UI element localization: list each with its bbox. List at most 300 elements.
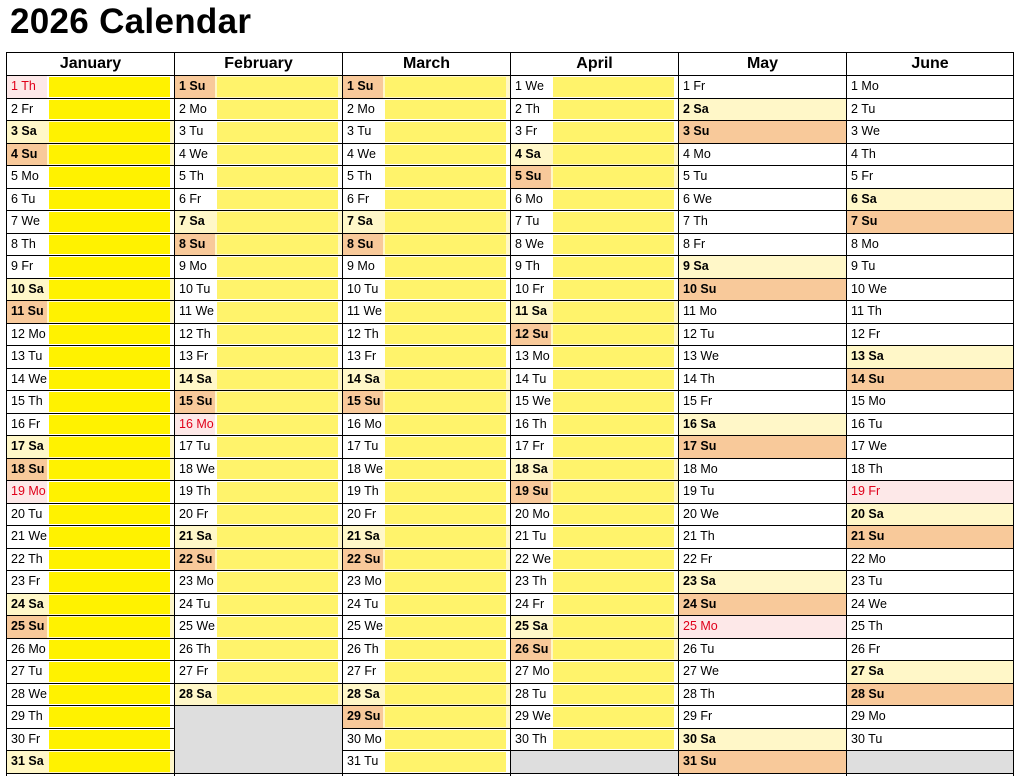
note-highlight[interactable]: [553, 572, 674, 592]
day-row[interactable]: [175, 369, 342, 392]
day-row[interactable]: [847, 684, 1013, 707]
note-highlight[interactable]: [217, 370, 338, 390]
note-highlight[interactable]: [385, 347, 506, 367]
day-row[interactable]: [343, 369, 510, 392]
day-row[interactable]: [7, 324, 174, 347]
day-row[interactable]: [175, 279, 342, 302]
note-highlight[interactable]: [553, 370, 674, 390]
day-row[interactable]: [679, 369, 846, 392]
note-highlight[interactable]: [385, 302, 506, 322]
day-row[interactable]: [511, 324, 678, 347]
day-row[interactable]: [7, 211, 174, 234]
note-highlight[interactable]: [553, 167, 674, 187]
day-row[interactable]: [511, 459, 678, 482]
day-row[interactable]: [175, 594, 342, 617]
day-row[interactable]: [847, 504, 1013, 527]
day-row[interactable]: [679, 729, 846, 752]
day-row[interactable]: [7, 369, 174, 392]
day-row[interactable]: [7, 189, 174, 212]
note-highlight[interactable]: [49, 415, 170, 435]
day-row[interactable]: [511, 481, 678, 504]
note-highlight[interactable]: [553, 662, 674, 682]
day-row[interactable]: [679, 594, 846, 617]
day-row[interactable]: [511, 346, 678, 369]
day-row[interactable]: [343, 234, 510, 257]
day-row[interactable]: [7, 234, 174, 257]
day-row[interactable]: [343, 189, 510, 212]
note-highlight[interactable]: [553, 347, 674, 367]
day-row[interactable]: [175, 234, 342, 257]
note-highlight[interactable]: [217, 392, 338, 412]
note-highlight[interactable]: [553, 527, 674, 547]
day-row[interactable]: [847, 729, 1013, 752]
day-row[interactable]: [343, 256, 510, 279]
day-row[interactable]: [847, 616, 1013, 639]
note-highlight[interactable]: [553, 685, 674, 705]
day-row[interactable]: [7, 346, 174, 369]
note-highlight[interactable]: [217, 505, 338, 525]
day-row[interactable]: [679, 279, 846, 302]
day-row[interactable]: [175, 301, 342, 324]
note-highlight[interactable]: [553, 550, 674, 570]
note-highlight[interactable]: [385, 212, 506, 232]
day-row[interactable]: [343, 436, 510, 459]
note-highlight[interactable]: [49, 145, 170, 165]
note-highlight[interactable]: [49, 257, 170, 277]
day-row[interactable]: [679, 504, 846, 527]
note-highlight[interactable]: [49, 662, 170, 682]
note-highlight[interactable]: [49, 482, 170, 502]
day-row[interactable]: [343, 526, 510, 549]
day-row[interactable]: [511, 211, 678, 234]
note-highlight[interactable]: [385, 482, 506, 502]
day-row[interactable]: [679, 324, 846, 347]
note-highlight[interactable]: [385, 77, 506, 97]
note-highlight[interactable]: [385, 167, 506, 187]
note-highlight[interactable]: [217, 212, 338, 232]
day-row[interactable]: [7, 256, 174, 279]
note-highlight[interactable]: [217, 347, 338, 367]
note-highlight[interactable]: [49, 685, 170, 705]
day-row[interactable]: [343, 616, 510, 639]
day-row[interactable]: [7, 301, 174, 324]
day-row[interactable]: [343, 99, 510, 122]
day-row[interactable]: [679, 301, 846, 324]
note-highlight[interactable]: [49, 325, 170, 345]
note-highlight[interactable]: [553, 190, 674, 210]
note-highlight[interactable]: [217, 77, 338, 97]
day-row[interactable]: [175, 616, 342, 639]
day-row[interactable]: [511, 549, 678, 572]
day-row[interactable]: [847, 211, 1013, 234]
day-row[interactable]: [511, 639, 678, 662]
note-highlight[interactable]: [217, 460, 338, 480]
day-row[interactable]: [7, 661, 174, 684]
day-row[interactable]: [175, 661, 342, 684]
note-highlight[interactable]: [49, 572, 170, 592]
note-highlight[interactable]: [553, 280, 674, 300]
note-highlight[interactable]: [49, 167, 170, 187]
note-highlight[interactable]: [553, 707, 674, 727]
day-row[interactable]: [847, 99, 1013, 122]
day-row[interactable]: [175, 526, 342, 549]
day-row[interactable]: [511, 256, 678, 279]
note-highlight[interactable]: [49, 550, 170, 570]
day-row[interactable]: [7, 706, 174, 729]
day-row[interactable]: [679, 121, 846, 144]
day-row[interactable]: [679, 234, 846, 257]
note-highlight[interactable]: [553, 415, 674, 435]
note-highlight[interactable]: [217, 482, 338, 502]
day-row[interactable]: [7, 99, 174, 122]
day-row[interactable]: [7, 684, 174, 707]
day-row[interactable]: [847, 459, 1013, 482]
note-highlight[interactable]: [553, 640, 674, 660]
day-row[interactable]: [343, 594, 510, 617]
note-highlight[interactable]: [217, 415, 338, 435]
note-highlight[interactable]: [385, 257, 506, 277]
day-row[interactable]: [679, 436, 846, 459]
day-row[interactable]: [7, 76, 174, 99]
day-row[interactable]: [847, 166, 1013, 189]
note-highlight[interactable]: [553, 77, 674, 97]
day-row[interactable]: [679, 459, 846, 482]
day-row[interactable]: [847, 436, 1013, 459]
day-row[interactable]: [679, 414, 846, 437]
day-row[interactable]: [343, 706, 510, 729]
note-highlight[interactable]: [385, 617, 506, 637]
note-highlight[interactable]: [553, 617, 674, 637]
note-highlight[interactable]: [385, 550, 506, 570]
day-row[interactable]: [511, 616, 678, 639]
day-row[interactable]: [511, 166, 678, 189]
note-highlight[interactable]: [385, 572, 506, 592]
day-row[interactable]: [511, 729, 678, 752]
note-highlight[interactable]: [385, 280, 506, 300]
note-highlight[interactable]: [217, 235, 338, 255]
day-row[interactable]: [511, 414, 678, 437]
note-highlight[interactable]: [49, 235, 170, 255]
day-row[interactable]: [679, 571, 846, 594]
day-row[interactable]: [175, 166, 342, 189]
day-row[interactable]: [679, 76, 846, 99]
day-row[interactable]: [847, 571, 1013, 594]
day-row[interactable]: [343, 279, 510, 302]
note-highlight[interactable]: [553, 145, 674, 165]
note-highlight[interactable]: [385, 662, 506, 682]
day-row[interactable]: [847, 144, 1013, 167]
note-highlight[interactable]: [553, 302, 674, 322]
note-highlight[interactable]: [385, 415, 506, 435]
day-row[interactable]: [511, 571, 678, 594]
day-row[interactable]: [175, 459, 342, 482]
day-row[interactable]: [679, 706, 846, 729]
day-row[interactable]: [679, 526, 846, 549]
note-highlight[interactable]: [217, 100, 338, 120]
note-highlight[interactable]: [385, 370, 506, 390]
day-row[interactable]: [511, 234, 678, 257]
note-highlight[interactable]: [49, 752, 170, 772]
day-row[interactable]: [343, 481, 510, 504]
day-row[interactable]: [343, 121, 510, 144]
note-highlight[interactable]: [553, 595, 674, 615]
day-row[interactable]: [175, 346, 342, 369]
day-row[interactable]: [343, 346, 510, 369]
day-row[interactable]: [679, 616, 846, 639]
note-highlight[interactable]: [385, 235, 506, 255]
day-row[interactable]: [7, 459, 174, 482]
day-row[interactable]: [847, 121, 1013, 144]
note-highlight[interactable]: [49, 302, 170, 322]
day-row[interactable]: [511, 279, 678, 302]
note-highlight[interactable]: [49, 392, 170, 412]
day-row[interactable]: [343, 324, 510, 347]
day-row[interactable]: [847, 526, 1013, 549]
day-row[interactable]: [175, 99, 342, 122]
day-row[interactable]: [847, 594, 1013, 617]
day-row[interactable]: [343, 301, 510, 324]
day-row[interactable]: [175, 436, 342, 459]
note-highlight[interactable]: [217, 550, 338, 570]
day-row[interactable]: [175, 211, 342, 234]
note-highlight[interactable]: [49, 100, 170, 120]
day-row[interactable]: [175, 549, 342, 572]
note-highlight[interactable]: [553, 325, 674, 345]
note-highlight[interactable]: [385, 325, 506, 345]
day-row[interactable]: [511, 369, 678, 392]
day-row[interactable]: [343, 211, 510, 234]
day-row[interactable]: [7, 616, 174, 639]
note-highlight[interactable]: [217, 257, 338, 277]
note-highlight[interactable]: [217, 437, 338, 457]
day-row[interactable]: [511, 391, 678, 414]
note-highlight[interactable]: [385, 437, 506, 457]
note-highlight[interactable]: [553, 212, 674, 232]
note-highlight[interactable]: [49, 595, 170, 615]
day-row[interactable]: [511, 436, 678, 459]
day-row[interactable]: [175, 504, 342, 527]
day-row[interactable]: [679, 346, 846, 369]
day-row[interactable]: [343, 414, 510, 437]
day-row[interactable]: [511, 121, 678, 144]
day-row[interactable]: [511, 144, 678, 167]
note-highlight[interactable]: [217, 302, 338, 322]
day-row[interactable]: [511, 189, 678, 212]
day-row[interactable]: [175, 481, 342, 504]
day-row[interactable]: [847, 706, 1013, 729]
day-row[interactable]: [175, 571, 342, 594]
day-row[interactable]: [7, 279, 174, 302]
note-highlight[interactable]: [49, 527, 170, 547]
day-row[interactable]: [7, 144, 174, 167]
note-highlight[interactable]: [385, 100, 506, 120]
day-row[interactable]: [847, 481, 1013, 504]
day-row[interactable]: [7, 526, 174, 549]
day-row[interactable]: [343, 166, 510, 189]
note-highlight[interactable]: [49, 505, 170, 525]
day-row[interactable]: [7, 571, 174, 594]
note-highlight[interactable]: [385, 527, 506, 547]
note-highlight[interactable]: [553, 257, 674, 277]
day-row[interactable]: [511, 99, 678, 122]
day-row[interactable]: [343, 684, 510, 707]
day-row[interactable]: [343, 549, 510, 572]
day-row[interactable]: [175, 121, 342, 144]
note-highlight[interactable]: [385, 145, 506, 165]
day-row[interactable]: [7, 639, 174, 662]
note-highlight[interactable]: [217, 572, 338, 592]
day-row[interactable]: [511, 504, 678, 527]
note-highlight[interactable]: [385, 640, 506, 660]
note-highlight[interactable]: [385, 460, 506, 480]
note-highlight[interactable]: [553, 122, 674, 142]
note-highlight[interactable]: [385, 685, 506, 705]
note-highlight[interactable]: [49, 437, 170, 457]
day-row[interactable]: [175, 144, 342, 167]
day-row[interactable]: [847, 369, 1013, 392]
note-highlight[interactable]: [553, 392, 674, 412]
day-row[interactable]: [343, 459, 510, 482]
day-row[interactable]: [7, 121, 174, 144]
day-row[interactable]: [679, 661, 846, 684]
note-highlight[interactable]: [217, 145, 338, 165]
day-row[interactable]: [847, 661, 1013, 684]
note-highlight[interactable]: [553, 460, 674, 480]
note-highlight[interactable]: [217, 190, 338, 210]
day-row[interactable]: [847, 256, 1013, 279]
day-row[interactable]: [679, 256, 846, 279]
note-highlight[interactable]: [217, 617, 338, 637]
day-row[interactable]: [679, 211, 846, 234]
day-row[interactable]: [511, 684, 678, 707]
day-row[interactable]: [175, 684, 342, 707]
note-highlight[interactable]: [553, 100, 674, 120]
day-row[interactable]: [679, 99, 846, 122]
note-highlight[interactable]: [49, 122, 170, 142]
day-row[interactable]: [679, 481, 846, 504]
note-highlight[interactable]: [49, 190, 170, 210]
note-highlight[interactable]: [217, 685, 338, 705]
note-highlight[interactable]: [49, 280, 170, 300]
day-row[interactable]: [7, 481, 174, 504]
note-highlight[interactable]: [217, 595, 338, 615]
note-highlight[interactable]: [217, 662, 338, 682]
day-row[interactable]: [679, 144, 846, 167]
note-highlight[interactable]: [217, 280, 338, 300]
day-row[interactable]: [511, 706, 678, 729]
note-highlight[interactable]: [385, 505, 506, 525]
note-highlight[interactable]: [553, 482, 674, 502]
day-row[interactable]: [343, 571, 510, 594]
day-row[interactable]: [679, 684, 846, 707]
day-row[interactable]: [7, 436, 174, 459]
note-highlight[interactable]: [49, 212, 170, 232]
note-highlight[interactable]: [217, 325, 338, 345]
day-row[interactable]: [847, 549, 1013, 572]
day-row[interactable]: [343, 76, 510, 99]
day-row[interactable]: [7, 751, 174, 774]
day-row[interactable]: [511, 594, 678, 617]
note-highlight[interactable]: [49, 707, 170, 727]
note-highlight[interactable]: [49, 460, 170, 480]
day-row[interactable]: [511, 661, 678, 684]
note-highlight[interactable]: [385, 190, 506, 210]
note-highlight[interactable]: [217, 122, 338, 142]
day-row[interactable]: [847, 346, 1013, 369]
note-highlight[interactable]: [385, 730, 506, 750]
day-row[interactable]: [511, 526, 678, 549]
day-row[interactable]: [679, 639, 846, 662]
day-row[interactable]: [679, 391, 846, 414]
day-row[interactable]: [847, 189, 1013, 212]
day-row[interactable]: [175, 391, 342, 414]
note-highlight[interactable]: [385, 122, 506, 142]
day-row[interactable]: [511, 76, 678, 99]
day-row[interactable]: [679, 751, 846, 774]
note-highlight[interactable]: [217, 527, 338, 547]
day-row[interactable]: [679, 549, 846, 572]
day-row[interactable]: [343, 751, 510, 774]
day-row[interactable]: [343, 729, 510, 752]
day-row[interactable]: [847, 639, 1013, 662]
note-highlight[interactable]: [49, 347, 170, 367]
day-row[interactable]: [847, 301, 1013, 324]
note-highlight[interactable]: [49, 77, 170, 97]
day-row[interactable]: [7, 504, 174, 527]
note-highlight[interactable]: [49, 370, 170, 390]
note-highlight[interactable]: [49, 617, 170, 637]
note-highlight[interactable]: [49, 640, 170, 660]
day-row[interactable]: [343, 504, 510, 527]
day-row[interactable]: [7, 549, 174, 572]
day-row[interactable]: [343, 391, 510, 414]
day-row[interactable]: [7, 414, 174, 437]
day-row[interactable]: [175, 256, 342, 279]
day-row[interactable]: [847, 234, 1013, 257]
day-row[interactable]: [175, 414, 342, 437]
note-highlight[interactable]: [217, 640, 338, 660]
note-highlight[interactable]: [217, 167, 338, 187]
day-row[interactable]: [847, 414, 1013, 437]
day-row[interactable]: [343, 661, 510, 684]
note-highlight[interactable]: [553, 505, 674, 525]
note-highlight[interactable]: [553, 437, 674, 457]
day-row[interactable]: [679, 189, 846, 212]
day-row[interactable]: [175, 324, 342, 347]
note-highlight[interactable]: [385, 595, 506, 615]
day-row[interactable]: [679, 166, 846, 189]
day-row[interactable]: [7, 729, 174, 752]
day-row[interactable]: [175, 76, 342, 99]
note-highlight[interactable]: [385, 707, 506, 727]
day-row[interactable]: [847, 76, 1013, 99]
day-row[interactable]: [7, 594, 174, 617]
day-row[interactable]: [847, 324, 1013, 347]
day-row[interactable]: [511, 301, 678, 324]
note-highlight[interactable]: [553, 235, 674, 255]
day-row[interactable]: [343, 639, 510, 662]
day-row[interactable]: [175, 189, 342, 212]
note-highlight[interactable]: [385, 752, 506, 772]
day-row[interactable]: [175, 639, 342, 662]
day-row[interactable]: [847, 391, 1013, 414]
note-highlight[interactable]: [553, 730, 674, 750]
day-row[interactable]: [7, 391, 174, 414]
day-row[interactable]: [343, 144, 510, 167]
note-highlight[interactable]: [385, 392, 506, 412]
day-row[interactable]: [847, 279, 1013, 302]
day-row[interactable]: [7, 166, 174, 189]
